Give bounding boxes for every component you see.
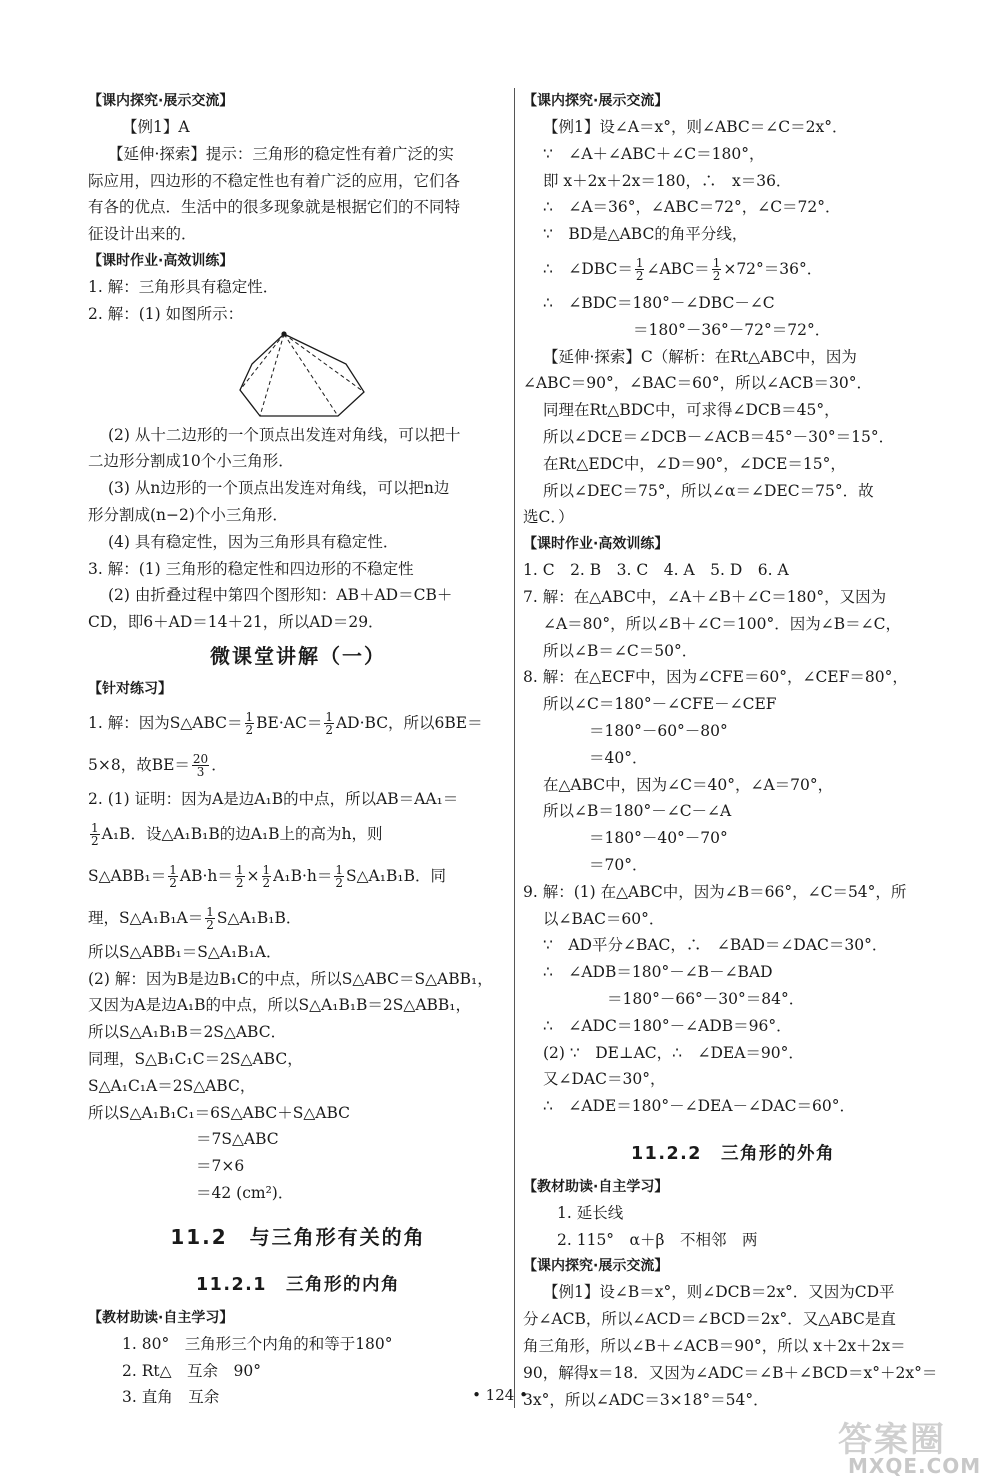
text-line: 以∠BAC＝60°． <box>543 909 665 928</box>
text-line: 又∠DAC＝30°， <box>543 1070 666 1089</box>
text-line: 7. 解：在△ABC中，∠A＋∠B＋∠C＝180°，又因为 <box>523 587 887 606</box>
left-column <box>88 88 508 1411</box>
text-line: ∵ BD是△ABC的角平分线， <box>543 225 748 244</box>
diagonal-lines <box>240 334 364 416</box>
section-label: 【课时作业·高效训练】 <box>523 536 669 553</box>
text-line: ∴ ∠BDC＝180°－∠DBC－∠C <box>543 293 775 312</box>
text-line: ＝42 (cm²)． <box>196 1183 294 1202</box>
text-line: ∠A＝80°，所以∠B＋∠C＝100°．因为∠B＝∠C， <box>543 614 901 633</box>
text-line: S△A₁C₁A＝2S△ABC， <box>88 1076 256 1095</box>
text-line: 【延伸·探索】提示：三角形的稳定性有着广泛的实 <box>108 144 454 163</box>
watermark-logo <box>838 1412 988 1480</box>
text-line: ∴ ∠ADE＝180°－∠DEA－∠DAC＝60°． <box>543 1097 855 1116</box>
text-line: 1. C 2. B 3. C 4. A 5. D 6. A <box>523 561 789 580</box>
text-line: 【延伸·探索】C（解析：在Rt△ABC中，因为 <box>543 347 857 366</box>
text-line: 所以S△ABB₁＝S△A₁B₁A． <box>88 942 282 961</box>
text-line: ∵ AD平分∠BAC，∴ ∠BAD＝∠DAC＝30°． <box>543 936 888 955</box>
text-line: 际应用，四边形的不稳定性也有着广泛的应用，它们各 <box>88 171 461 190</box>
text-line: (3) 从n边形的一个顶点出发连对角线，可以把n边 <box>108 479 450 498</box>
text-line: 【例1】设∠B＝x°，则∠DCB＝2x°．又因为CD平 <box>543 1283 895 1302</box>
text-line: 在Rt△EDC中，∠D＝90°，∠DCE＝15°， <box>543 454 846 473</box>
text-line: 同理，S△B₁C₁C＝2S△ABC， <box>88 1049 303 1068</box>
text-line: (2) ∵ DE⊥AC，∴ ∠DEA＝90°． <box>543 1043 804 1062</box>
polygon-diagonals-figure <box>238 330 368 420</box>
text-line: ∴ ∠ADC＝180°－∠ADB＝96°． <box>543 1016 792 1035</box>
text-line: 所以S△A₁B₁C₁＝6S△ABC＋S△ABC <box>88 1103 351 1122</box>
text-line: 8. 解：在△ECF中，因为∠CFE＝60°，∠CEF＝80°， <box>523 668 908 687</box>
fraction: $\frac{1}{2}$ <box>206 905 214 933</box>
fraction: $\frac{1}{2}$ <box>91 821 99 849</box>
section-label: 【课内探究·展示交流】 <box>523 1258 669 1275</box>
text-line: 【例1】A <box>122 118 190 136</box>
section-label: 【课内探究·展示交流】 <box>88 93 234 109</box>
heading-section-11-2-1: 11.2.1 三角形的内角 <box>195 1274 400 1295</box>
text-line: (2) 由折叠过程中第四个图形知：AB＋AD＝CB＋ <box>108 586 453 605</box>
text-line: ＝7S△ABC <box>196 1130 279 1149</box>
text-line: 3. 解：(1) 三角形的稳定性和四边形的不稳定性 <box>88 559 414 578</box>
section-label: 【教材助读·自主学习】 <box>88 1309 234 1326</box>
text-line: ＝7×6 <box>196 1157 245 1176</box>
text-line: 2. 解：(1) 如图所示： <box>88 304 244 323</box>
text-line: ＝180°－60°－80° <box>589 721 728 740</box>
text-line: 分∠ACB，所以∠ACD＝∠BCD＝2x°．又△ABC是直 <box>523 1310 896 1329</box>
text-line: 1. 延长线 <box>557 1203 624 1222</box>
text-line: 2. (1) 证明：因为A是边A₁B的中点，所以AB＝AA₁＝ <box>88 789 459 808</box>
text-line: 所以∠C＝180°－∠CFE－∠CEF <box>543 695 777 714</box>
text-line: 所以S△A₁B₁B＝2S△ABC． <box>88 1023 287 1042</box>
text-line: 【例1】设∠A＝x°，则∠ABC＝∠C＝2x°． <box>543 118 848 136</box>
right-column <box>523 88 943 1413</box>
vertex-dot <box>281 331 286 336</box>
fraction: $\frac{1}{2}$ <box>712 256 721 284</box>
text-line: 3x°，所以∠ADC＝3×18°＝54°． <box>523 1390 769 1409</box>
heading-section-11-2: 11.2 与三角形有关的角 <box>170 1224 426 1249</box>
text-line: ＝70°． <box>589 855 648 874</box>
text-line: ∴ ∠ADB＝180°－∠B－∠BAD <box>543 963 773 982</box>
text-line: 选C．） <box>523 508 574 527</box>
text-line: 形分割成(n−2)个小三角形． <box>88 505 288 524</box>
page-number: • 124 • <box>472 1386 528 1404</box>
text-line: 角三角形，所以∠B＋∠ACB＝90°，所以 x＋2x＋2x＝ <box>523 1337 906 1356</box>
text-line: 2. Rt△ 互余 90° <box>122 1361 262 1380</box>
fraction: $\frac{1}{2}$ <box>262 863 271 891</box>
watermark-logo-text: 答案圈 <box>838 1420 946 1460</box>
heading-micro-lecture: 微课堂讲解（一） <box>210 643 386 668</box>
text-line-with-fraction: $\frac{1}{2}$ A₁B．设△A₁B₁B的边A₁B上的高为h，则 <box>91 821 383 849</box>
text-line: 所以∠DEC＝75°，所以∠α＝∠DEC＝75°．故 <box>543 481 874 500</box>
text-line: 1. 解：三角形具有稳定性． <box>88 277 279 296</box>
heading-section-11-2-2: 11.2.2 三角形的外角 <box>630 1143 835 1164</box>
text-line-with-fraction: ∴ ∠DBC＝ $\frac{1}{2}$ ∠ABC＝ $\frac{1}{2}$ ×72°＝36°． <box>543 256 823 284</box>
column-divider <box>514 88 515 1408</box>
text-line: CD，即6＋AD＝14＋21，所以AD＝29． <box>88 613 384 632</box>
text-line-with-fraction: 1. 解：因为S△ABC＝ $\frac{1}{2}$ BE·AC＝ $\frac{1}{2}$ AD·BC，所以6BE＝ <box>88 710 483 738</box>
watermark-url: MXQE.COM <box>848 1454 982 1478</box>
fraction: $\frac{1}{2}$ <box>325 710 333 738</box>
text-line: 同理在Rt△BDC中，可求得∠DCB＝45°， <box>543 401 840 420</box>
text-line: 2. 115° α＋β 不相邻 两 <box>557 1230 758 1249</box>
text-line: (2) 从十二边形的一个顶点出发连对角线，可以把十 <box>108 425 461 444</box>
fraction: $\frac{1}{2}$ <box>635 256 644 284</box>
text-line-with-fraction: S△ABB₁＝ $\frac{1}{2}$ AB·h＝ $\frac{1}{2}$ × $\frac{1}{2}$ A₁B·h＝ $\frac{1}{2}$ S△A₁B₁B．同 <box>88 863 446 891</box>
text-line: 有各的优点．生活中的很多现象就是根据它们的不同特 <box>88 198 461 217</box>
fraction: $\frac{1}{2}$ <box>235 863 244 891</box>
text-line: 在△ABC中，因为∠C＝40°，∠A＝70°， <box>543 775 834 794</box>
text-line: 1. 80° 三角形三个内角的和等于180° <box>122 1334 393 1353</box>
text-line: (4) 具有稳定性，因为三角形具有稳定性． <box>108 532 399 551</box>
fraction: $\frac{1}{2}$ <box>169 863 177 891</box>
section-label: 【课内探究·展示交流】 <box>523 93 669 109</box>
text-line: ＝40°． <box>589 748 648 767</box>
text-line-with-fraction: 理，S△A₁B₁A＝ $\frac{1}{2}$ S△A₁B₁B． <box>88 905 302 933</box>
section-label: 【课时作业·高效训练】 <box>88 252 234 269</box>
text-line: ∴ ∠A＝36°，∠ABC＝72°，∠C＝72°． <box>543 198 841 217</box>
text-line: 所以∠DCE＝∠DCB－∠ACB＝45°－30°＝15°． <box>543 427 895 446</box>
text-line: ＝180°－66°－30°＝84°． <box>607 989 805 1008</box>
text-line: ＝180°－40°－70° <box>589 829 728 848</box>
text-line: 90，解得x＝18．又因为∠ADC＝∠B＋∠BCD＝x°＋2x°＝ <box>523 1363 938 1382</box>
section-label: 【针对练习】 <box>88 680 172 697</box>
text-line: ＝180°－36°－72°＝72°． <box>633 320 831 339</box>
text-line: 又因为A是边A₁B的中点，所以S△A₁B₁B＝2S△ABB₁， <box>88 996 472 1015</box>
text-line: 所以∠B＝180°－∠C－∠A <box>543 802 732 821</box>
fraction: $\frac{20}{3}$ <box>192 752 209 780</box>
text-line: 所以∠B＝∠C＝50°． <box>543 641 698 660</box>
fraction: $\frac{1}{2}$ <box>245 710 254 738</box>
text-line: 二边形分割成10个小三角形． <box>88 452 294 471</box>
text-line: ∠ABC＝90°，∠BAC＝60°，所以∠ACB＝30°． <box>523 374 873 393</box>
text-line: ∵ ∠A＋∠ABC＋∠C＝180°， <box>543 144 765 163</box>
text-line: 征设计出来的． <box>88 225 197 244</box>
section-label: 【教材助读·自主学习】 <box>523 1178 669 1195</box>
text-line: 9. 解：(1) 在△ABC中，因为∠B＝66°，∠C＝54°，所 <box>523 882 907 901</box>
polygon-outline <box>240 334 364 416</box>
fraction: $\frac{1}{2}$ <box>335 863 344 891</box>
text-line: 3. 直角 互余 <box>122 1388 220 1407</box>
text-line: 即 x＋2x＋2x＝180，∴ x＝36． <box>543 171 792 190</box>
text-line: (2) 解：因为B是边B₁C的中点，所以S△ABC＝S△ABB₁， <box>88 969 493 988</box>
text-line-with-fraction: 5×8，故BE＝ $\frac{20}{3}$ ． <box>88 752 227 780</box>
